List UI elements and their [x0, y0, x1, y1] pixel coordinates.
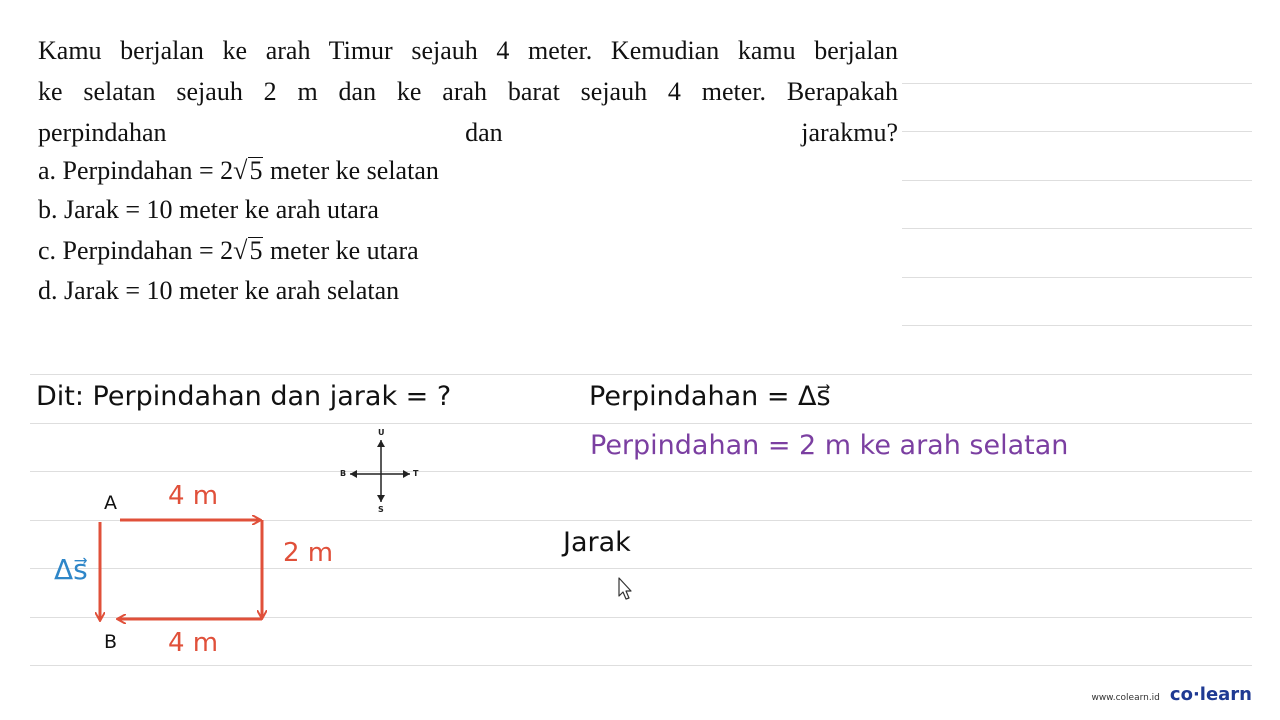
- option-a-prefix: a. Perpindahan = 2: [38, 156, 234, 185]
- sqrt-symbol: √5: [233, 156, 263, 185]
- displacement-answer: Perpindahan = 2 m ke arah selatan: [590, 430, 1069, 461]
- colearn-logo: co·learn: [1169, 684, 1252, 705]
- option-b: b. Jarak = 10 meter ke arah utara: [38, 195, 379, 224]
- compass-east-label: T: [413, 469, 419, 478]
- asked-note: Dit: Perpindahan dan jarak = ?: [36, 381, 452, 412]
- distance-label: Jarak: [563, 527, 631, 558]
- option-c-suffix: meter ke utara: [263, 236, 419, 265]
- option-c-prefix: c. Perpindahan = 2: [38, 236, 234, 265]
- question-line-1: Kamu berjalan ke arah Timur sejauh 4 meter. Kemudian kamu berjalan: [38, 36, 898, 65]
- compass-south-label: S: [378, 505, 384, 514]
- east-length-label: 4 m: [168, 481, 219, 511]
- option-c-radicand: 5: [249, 236, 263, 265]
- south-length-label: 2 m: [283, 538, 334, 568]
- point-a-label: A: [104, 492, 117, 514]
- compass-west-label: B: [340, 469, 347, 478]
- cursor-icon: [619, 578, 631, 599]
- brand-footer: [1091, 684, 1252, 705]
- west-length-label: 4 m: [168, 628, 219, 658]
- option-a-suffix: meter ke selatan: [263, 156, 439, 185]
- point-b-label: B: [104, 631, 118, 653]
- question-line-3: perpindahan dan jarakmu?: [38, 118, 898, 147]
- option-a-radicand: 5: [249, 156, 263, 185]
- compass-north-label: U: [378, 428, 385, 437]
- displacement-definition: Perpindahan = Δs⃗: [589, 381, 831, 412]
- displacement-label: Δs⃗: [54, 553, 88, 586]
- brand-url: www.colearn.id: [1091, 693, 1160, 703]
- option-d: d. Jarak = 10 meter ke arah selatan: [38, 276, 400, 305]
- question-line-2: ke selatan sejauh 2 m dan ke arah barat sejauh 4 meter. Berapakah: [38, 77, 898, 106]
- sqrt-symbol: √5: [233, 236, 263, 265]
